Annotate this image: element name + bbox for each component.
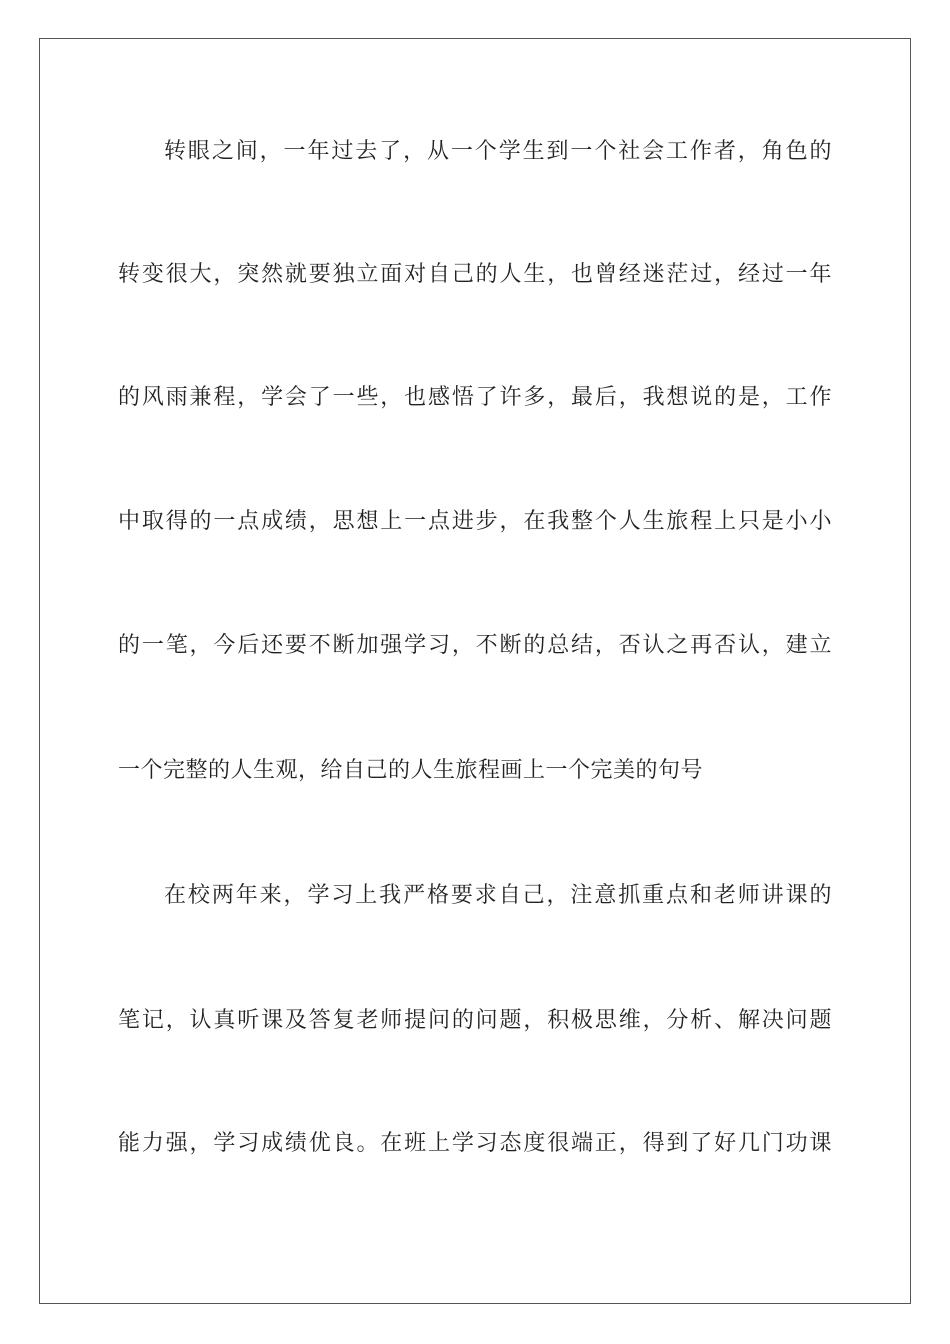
paragraph-2-line-3: 能力强，学习成绩优良。在班上学习态度很端正，得到了好几门功课 — [118, 1131, 832, 1156]
paragraph-2-line-2: 笔记，认真听课及答复老师提问的问题，积极思维，分析、解决问题 — [118, 1008, 832, 1033]
paragraph-1-line-2: 转变很大，突然就要独立面对自己的人生，也曾经迷茫过，经过一年 — [118, 262, 832, 287]
paragraph-1-line-3: 的风雨兼程，学会了一些，也感悟了许多，最后，我想说的是，工作 — [118, 385, 832, 410]
paragraph-2-line-1: 在校两年来，学习上我严格要求自己，注意抓重点和老师讲课的 — [164, 883, 832, 908]
paragraph-1-line-4: 中取得的一点成绩，思想上一点进步，在我整个人生旅程上只是小小 — [118, 509, 832, 534]
page-border — [39, 38, 911, 1304]
paragraph-1-line-1: 转眼之间，一年过去了，从一个学生到一个社会工作者，角色的 — [164, 139, 832, 164]
paragraph-1-line-5: 的一笔，今后还要不断加强学习，不断的总结，否认之再否认，建立 — [118, 633, 832, 658]
paragraph-1-line-6: 一个完整的人生观，给自己的人生旅程画上一个完美的句号 — [118, 758, 704, 783]
